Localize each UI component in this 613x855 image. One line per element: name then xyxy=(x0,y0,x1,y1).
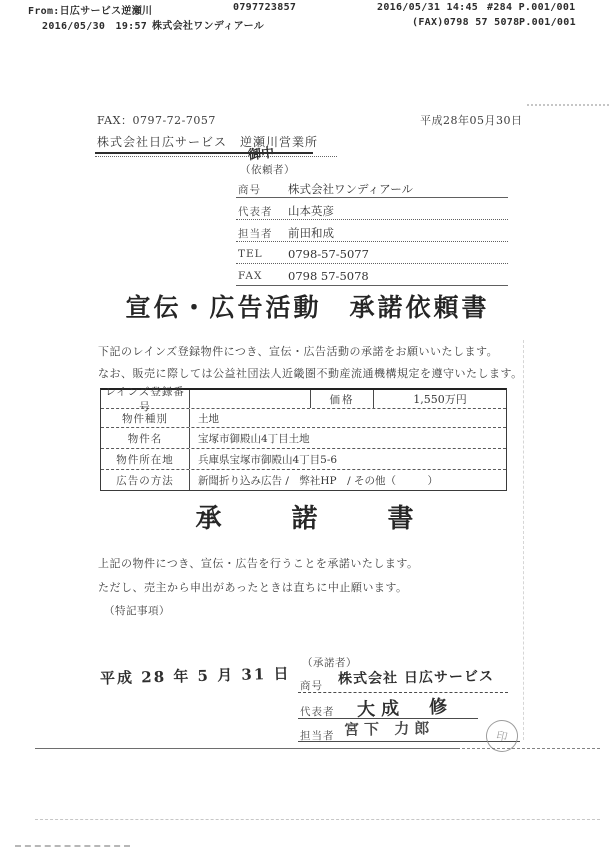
reins-number-value xyxy=(190,390,311,408)
property-address-value: 兵庫県宝塚市御殿山4丁目5-6 xyxy=(198,453,338,466)
acceptor-underline xyxy=(298,692,508,693)
consent-date-handwritten: 平成 28 年 5 月 31 日 xyxy=(99,664,291,688)
requester-field-value: 0798 57-5078 xyxy=(288,269,369,283)
page-margin-dotted-line xyxy=(523,340,524,740)
acceptor-company-handwritten: 株式会社 日広サービス xyxy=(337,668,495,688)
consent-title: 承 諾 書 xyxy=(195,504,420,534)
table-row xyxy=(101,386,506,413)
intro-line: 下記のレインズ登録物件につき、宣伝・広告活動の承諾をお願いいたします。 xyxy=(98,345,499,358)
table-row xyxy=(101,469,506,490)
field-underline xyxy=(236,197,508,198)
doc-issue-date: 平成28年05月30日 xyxy=(420,114,523,127)
requester-field-value: 0798-57-5077 xyxy=(288,247,369,261)
document-title: 宣伝・広告活動 承諾依頼書 xyxy=(125,293,490,322)
seal-glyph: 印 xyxy=(495,728,509,744)
hanko-seal xyxy=(483,717,521,755)
requester-field-label: 代表者 xyxy=(238,206,273,218)
property-type-label: 物件種別 xyxy=(101,409,190,427)
intro-line: なお、販売に際しては公益社団法人近畿圏不動産流通機構規定を遵守いたします。 xyxy=(98,367,523,380)
property-name-value: 宝塚市御殿山4丁目土地 xyxy=(198,432,310,445)
fax-header-pages: #284 P.001/001 xyxy=(487,2,576,13)
requester-field-label: 担当者 xyxy=(238,228,273,240)
addressee-honorific-handwritten: 御中 xyxy=(247,145,275,164)
acceptor-staff-handwritten: 宮下 力郎 xyxy=(343,719,435,739)
price-label: 価格 xyxy=(311,390,374,408)
scan-artifact-dots xyxy=(527,104,609,106)
requester-field-label: 商号 xyxy=(238,184,261,196)
property-address-label: 物件所在地 xyxy=(101,449,190,469)
scan-artifact-line xyxy=(15,845,130,847)
fax-header2-sender: 株式会社ワンディアール xyxy=(152,21,264,32)
requester-section-label: （依頼者） xyxy=(240,164,295,176)
notes-label: （特記事項） xyxy=(104,605,170,617)
requester-field-value: 前田和成 xyxy=(288,226,334,240)
addressee-line: 株式会社日広サービス 逆瀬川営業所 xyxy=(97,135,319,149)
requester-field-value: 株式会社ワンディアール xyxy=(288,182,414,196)
doc-fax-number: FAX：0797-72-7057 xyxy=(97,114,216,127)
scan-artifact-line xyxy=(35,819,600,820)
fax-header2-datetime: 2016/05/30 19:57 xyxy=(42,21,148,32)
ad-method-label: 広告の方法 xyxy=(101,470,190,490)
bottom-rule-solid xyxy=(35,748,460,749)
fax-header-datetime: 2016/05/31 14:45 xyxy=(377,2,479,13)
acceptor-field-label: 代表者 xyxy=(300,706,335,718)
property-table xyxy=(100,388,507,491)
acceptor-field-label: 商号 xyxy=(300,680,323,692)
property-type-value: 土地 xyxy=(198,412,219,425)
fax-header-number: 0797723857 xyxy=(233,2,297,13)
field-underline xyxy=(236,241,508,242)
field-underline xyxy=(236,219,508,220)
price-value: 1,550万円 xyxy=(413,393,467,406)
ad-method-value: 新聞折り込み広告 / 弊社HP / その他（ ） xyxy=(198,474,438,487)
acceptor-field-label: 担当者 xyxy=(300,730,335,742)
fax-header-from: From:日広サービス逆瀬川 xyxy=(28,6,153,17)
fax-header2-pages: P.001/001 xyxy=(519,17,576,28)
acceptor-section-label: （承諾者） xyxy=(302,657,357,669)
acceptor-representative-handwritten: 大成 修 xyxy=(356,696,454,721)
addressee-underline xyxy=(95,152,313,154)
table-row xyxy=(101,408,506,427)
fax-header2-fax: (FAX)0798 57 5078 xyxy=(412,17,520,28)
table-row xyxy=(101,448,506,469)
field-underline xyxy=(236,285,508,286)
reins-number-label: レインズ登録番号 xyxy=(101,390,190,408)
addressee-underline-dotted xyxy=(95,156,337,157)
requester-field-label: TEL xyxy=(238,248,263,260)
property-name-label: 物件名 xyxy=(101,428,190,448)
requester-field-value: 山本英彦 xyxy=(288,204,334,218)
bottom-rule-dashed xyxy=(462,748,600,749)
consent-line: ただし、売主から申出があったときは直ちに中止願います。 xyxy=(98,581,408,594)
requester-field-label: FAX xyxy=(238,270,263,282)
consent-line: 上記の物件につき、宣伝・広告を行うことを承諾いたします。 xyxy=(98,557,419,570)
table-row xyxy=(101,427,506,448)
field-underline xyxy=(236,263,508,264)
